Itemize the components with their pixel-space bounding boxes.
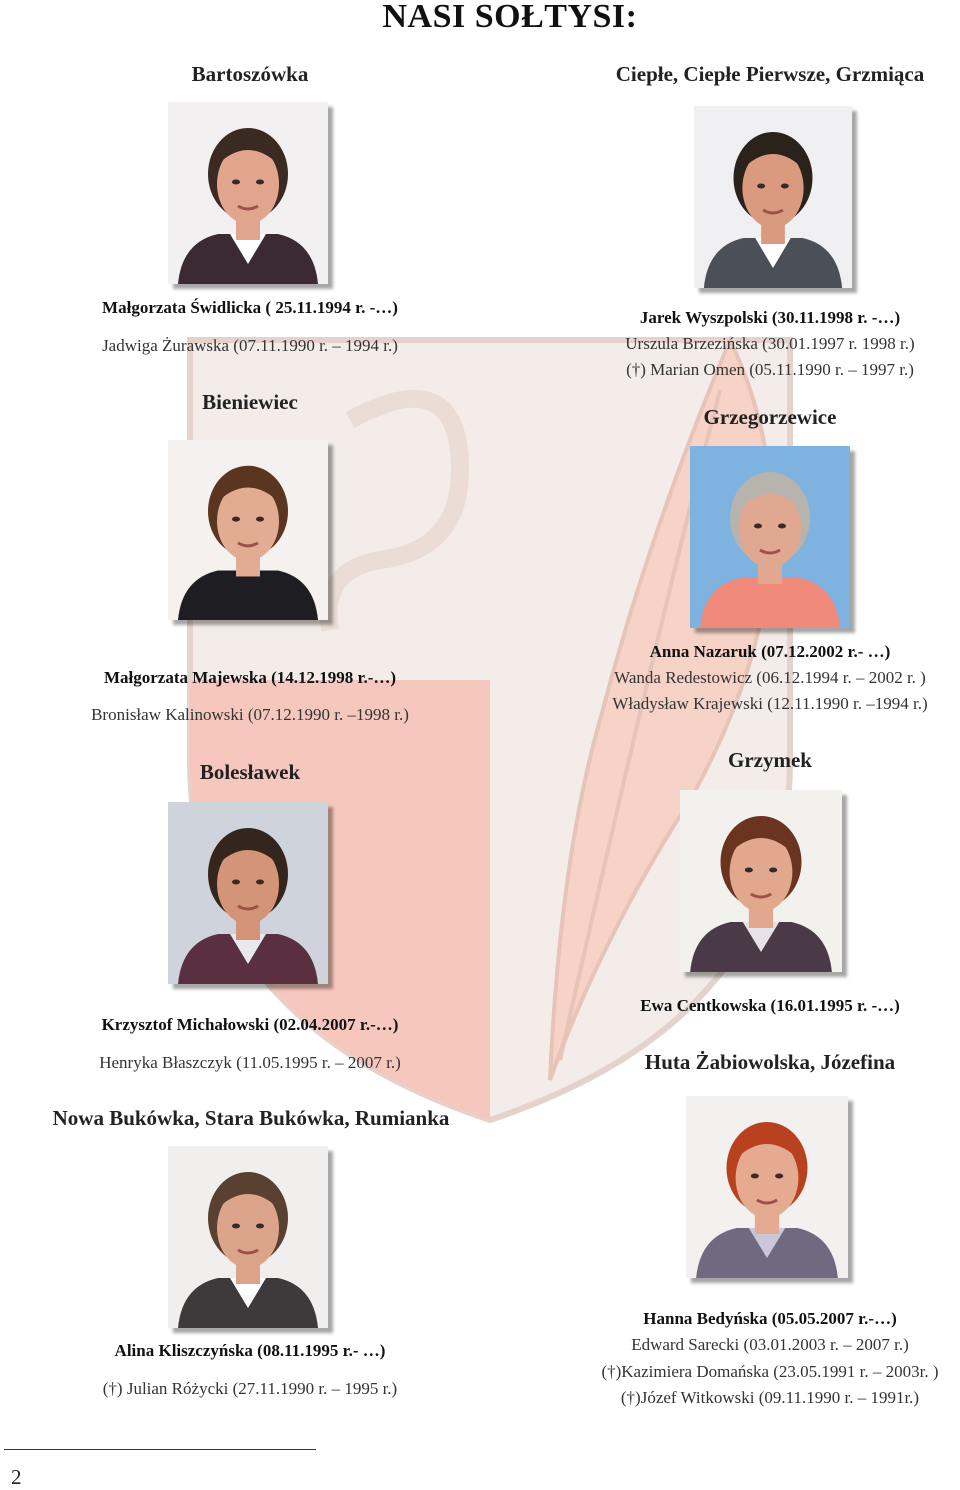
- portrait-photo: [168, 1146, 328, 1328]
- village-name-grzymek: Grzymek: [728, 748, 812, 772]
- page-title: NASI SOŁTYSI:: [382, 0, 638, 35]
- portrait-photo: [168, 102, 328, 284]
- portrait-photo: [168, 440, 328, 620]
- village-name-bieniewiec: Bieniewiec: [202, 390, 298, 414]
- village-name-huta-zabiowolska: Huta Żabiowolska, Józefina: [644, 1050, 896, 1074]
- portrait-photo: [168, 802, 328, 984]
- portrait-photo: [694, 106, 852, 288]
- former-soltys: (†)Kazimiera Domańska (23.05.1991 r. – 2003r. ): [601, 1362, 939, 1381]
- former-soltys: Henryka Błaszczyk (11.05.1995 r. – 2007 r.): [99, 1053, 401, 1072]
- current-soltys: Jarek Wyszpolski (30.11.1998 r. -…): [639, 308, 901, 327]
- village-name-bartoszowka: Bartoszówka: [191, 62, 309, 86]
- village-name-grzegorzewice: Grzegorzewice: [703, 405, 837, 429]
- former-soltys: (†)Józef Witkowski (09.11.1990 r. – 1991r.): [620, 1388, 920, 1407]
- former-soltys: Bronisław Kalinowski (07.12.1990 r. –1998 r.): [91, 705, 409, 724]
- former-soltys: (†) Julian Różycki (27.11.1990 r. – 1995 r.): [102, 1379, 398, 1398]
- former-soltys: Jadwiga Żurawska (07.11.1990 r. – 1994 r.): [102, 336, 398, 355]
- current-soltys: Małgorzata Świdlicka ( 25.11.1994 r. -…): [102, 298, 398, 317]
- village-name-boleslawek: Bolesławek: [199, 760, 301, 784]
- former-soltys: Wanda Redestowicz (06.12.1994 r. – 2002 r. ): [614, 668, 926, 687]
- former-soltys: Edward Sarecki (03.01.2003 r. – 2007 r.): [631, 1335, 909, 1354]
- former-soltys: Urszula Brzezińska (30.01.1997 r. 1998 r.): [625, 334, 915, 353]
- current-soltys: Ewa Centkowska (16.01.1995 r. -…): [640, 996, 900, 1015]
- current-soltys: Alina Kliszczyńska (08.11.1995 r.- …): [114, 1341, 386, 1360]
- current-soltys: Hanna Bedyńska (05.05.2007 r.-…): [643, 1309, 897, 1328]
- current-soltys: Anna Nazaruk (07.12.2002 r.- …): [649, 642, 891, 661]
- portrait-photo: [680, 790, 842, 972]
- page-number: 2: [11, 1465, 22, 1489]
- village-name-nowa-bukowka: Nowa Bukówka, Stara Bukówka, Rumianka: [52, 1106, 450, 1130]
- former-soltys: (†) Marian Omen (05.11.1990 r. – 1997 r.): [626, 360, 914, 379]
- portrait-photo: [686, 1096, 848, 1278]
- village-name-cieple: Ciepłe, Ciepłe Pierwsze, Grzmiąca: [615, 62, 925, 86]
- former-soltys: Władysław Krajewski (12.11.1990 r. –1994 r.): [612, 694, 928, 713]
- current-soltys: Małgorzata Majewska (14.12.1998 r.-…): [103, 668, 397, 687]
- current-soltys: Krzysztof Michałowski (02.04.2007 r.-…): [101, 1015, 399, 1034]
- footer-rule: [4, 1449, 316, 1450]
- portrait-photo: [690, 446, 850, 628]
